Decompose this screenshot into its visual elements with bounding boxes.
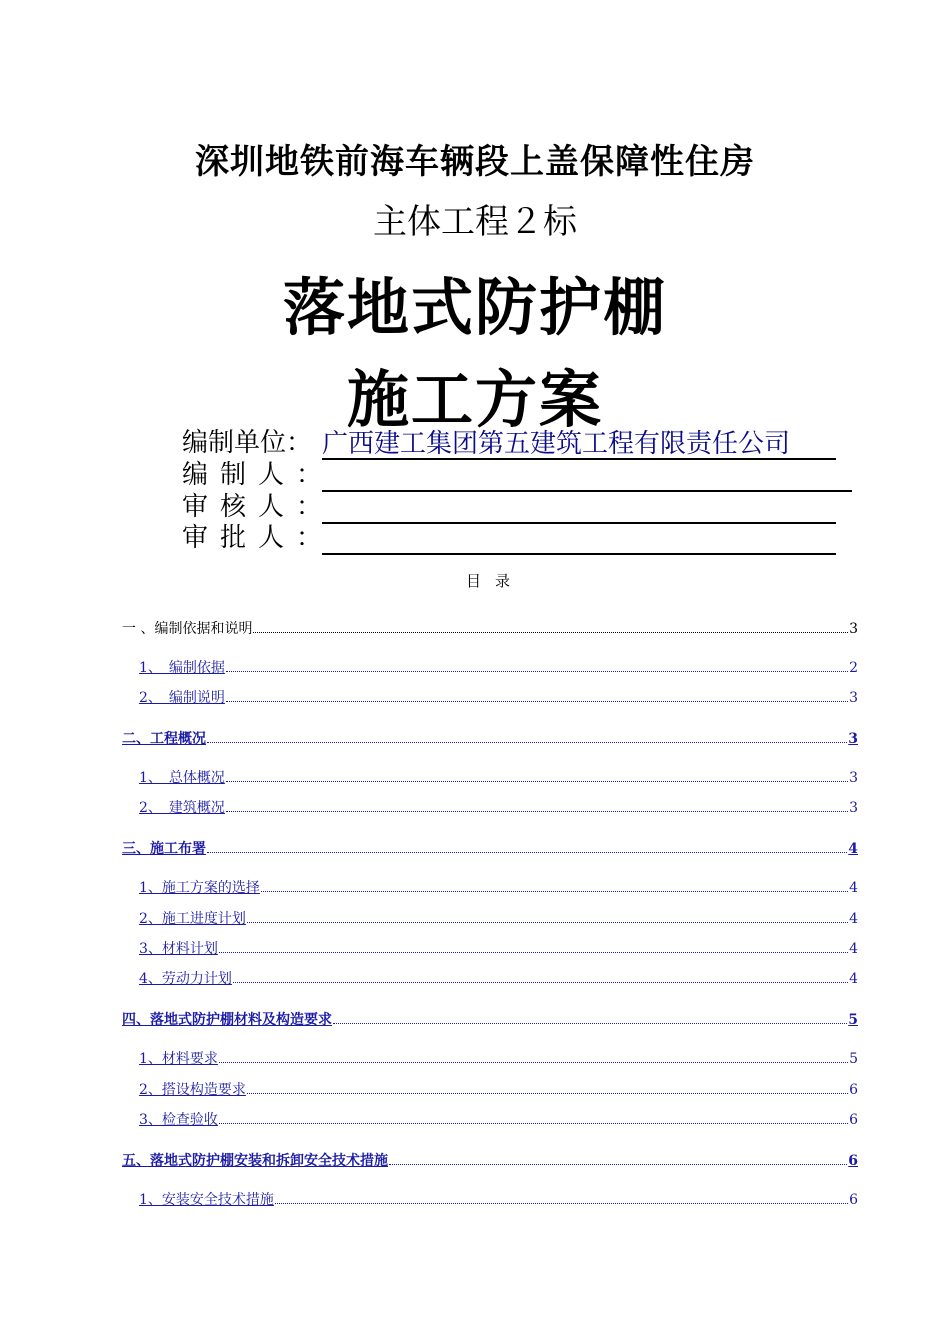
toc-entry-label: 2、 编制说明: [139, 690, 225, 706]
toc-entry[interactable]: [139, 1050, 858, 1068]
toc-entry[interactable]: [122, 620, 858, 638]
author-row: [182, 458, 852, 492]
toc-entry-page: 4: [848, 841, 858, 857]
toc-entry-page: 6: [848, 1153, 858, 1169]
reviewer-row: [182, 490, 836, 524]
unit-row: [182, 426, 836, 460]
toc-entry[interactable]: [139, 970, 858, 988]
toc-entry-page: 4: [849, 880, 858, 896]
toc-entry[interactable]: [139, 799, 858, 817]
toc-entry[interactable]: [139, 689, 858, 707]
project-subtitle: 主体工程２标: [373, 202, 577, 242]
toc-leader: [389, 1164, 847, 1165]
toc-entry[interactable]: [139, 910, 858, 928]
toc-leader: [226, 671, 848, 672]
toc-entry-label: 二、工程概况: [122, 731, 206, 747]
toc-entry-label: 四、落地式防护棚材料及构造要求: [122, 1012, 332, 1028]
toc-entry-label: 三、施工布署: [122, 841, 206, 857]
toc-entry-page: 3: [849, 770, 858, 786]
toc-entry-label: 1、 编制依据: [139, 660, 225, 676]
toc-leader: [226, 781, 848, 782]
toc-entry[interactable]: [139, 659, 858, 677]
toc-entry-page: 4: [849, 941, 858, 957]
toc-leader: [253, 632, 848, 633]
toc-leader: [219, 952, 848, 953]
toc-entry-page: 4: [849, 911, 858, 927]
toc-entry-page: 3: [849, 800, 858, 816]
unit-label: 编制单位：: [182, 428, 313, 458]
toc-leader: [207, 852, 847, 853]
toc-leader: [207, 742, 847, 743]
toc-entry[interactable]: [139, 769, 858, 787]
toc-entry-page: 5: [849, 1051, 858, 1067]
toc-entry[interactable]: [139, 879, 858, 897]
toc-entry-page: 2: [849, 660, 858, 676]
toc-leader: [226, 701, 848, 702]
toc-leader: [219, 1062, 848, 1063]
toc-entry[interactable]: [122, 1011, 858, 1029]
toc-leader: [247, 1093, 848, 1094]
toc-entry-label: 2、 建筑概况: [139, 800, 225, 816]
approver-value: [322, 553, 836, 555]
toc-entry-label: 一 、编制依据和说明: [122, 621, 253, 637]
toc-entry-label: 2、施工进度计划: [139, 911, 246, 927]
toc-entry-page: 3: [849, 690, 858, 706]
toc-entry[interactable]: [122, 730, 858, 748]
reviewer-label: 审核人：: [182, 492, 335, 522]
toc-entry[interactable]: [139, 940, 858, 958]
toc-entry-label: 1、材料要求: [139, 1051, 218, 1067]
document-title: 落地式防护棚: [282, 271, 667, 344]
unit-value: 广西建工集团第五建筑工程有限责任公司: [322, 430, 836, 460]
toc-entry-label: 4、劳动力计划: [139, 971, 232, 987]
toc-entry[interactable]: [139, 1191, 858, 1209]
toc-leader: [233, 982, 848, 983]
toc-entry-label: 五、落地式防护棚安装和拆卸安全技术措施: [122, 1153, 388, 1169]
toc-entry[interactable]: [139, 1111, 858, 1129]
toc-entry[interactable]: [139, 1081, 858, 1099]
toc-entry-label: 3、检查验收: [139, 1112, 218, 1128]
approver-row: [182, 521, 836, 555]
toc-leader: [247, 922, 848, 923]
toc-entry-label: 1、施工方案的选择: [139, 880, 260, 896]
toc-entry-label: 1、安装安全技术措施: [139, 1192, 274, 1208]
document-subtitle: 施工方案: [346, 363, 603, 436]
toc-entry-label: 2、搭设构造要求: [139, 1082, 246, 1098]
toc-entry-page: 6: [849, 1082, 858, 1098]
approver-label: 审批人：: [182, 523, 335, 553]
toc-entry-page: 6: [849, 1112, 858, 1128]
toc-entry-page: 3: [848, 731, 858, 747]
toc-entry-label: 1、 总体概况: [139, 770, 225, 786]
toc-entry-page: 5: [848, 1012, 858, 1028]
toc-leader: [275, 1203, 848, 1204]
toc-leader: [261, 891, 848, 892]
author-label: 编制人：: [182, 460, 335, 490]
toc-entry-label: 3、材料计划: [139, 941, 218, 957]
toc-entry-page: 6: [849, 1192, 858, 1208]
toc-heading: 目录: [465, 572, 524, 590]
toc-leader: [219, 1123, 848, 1124]
toc-leader: [333, 1023, 847, 1024]
toc-entry[interactable]: [122, 840, 858, 858]
toc-entry[interactable]: [122, 1152, 858, 1170]
toc-entry-page: 4: [849, 971, 858, 987]
project-title: 深圳地铁前海车辆段上盖保障性住房: [195, 142, 755, 182]
toc-leader: [226, 811, 848, 812]
toc-entry-page: 3: [849, 621, 858, 637]
